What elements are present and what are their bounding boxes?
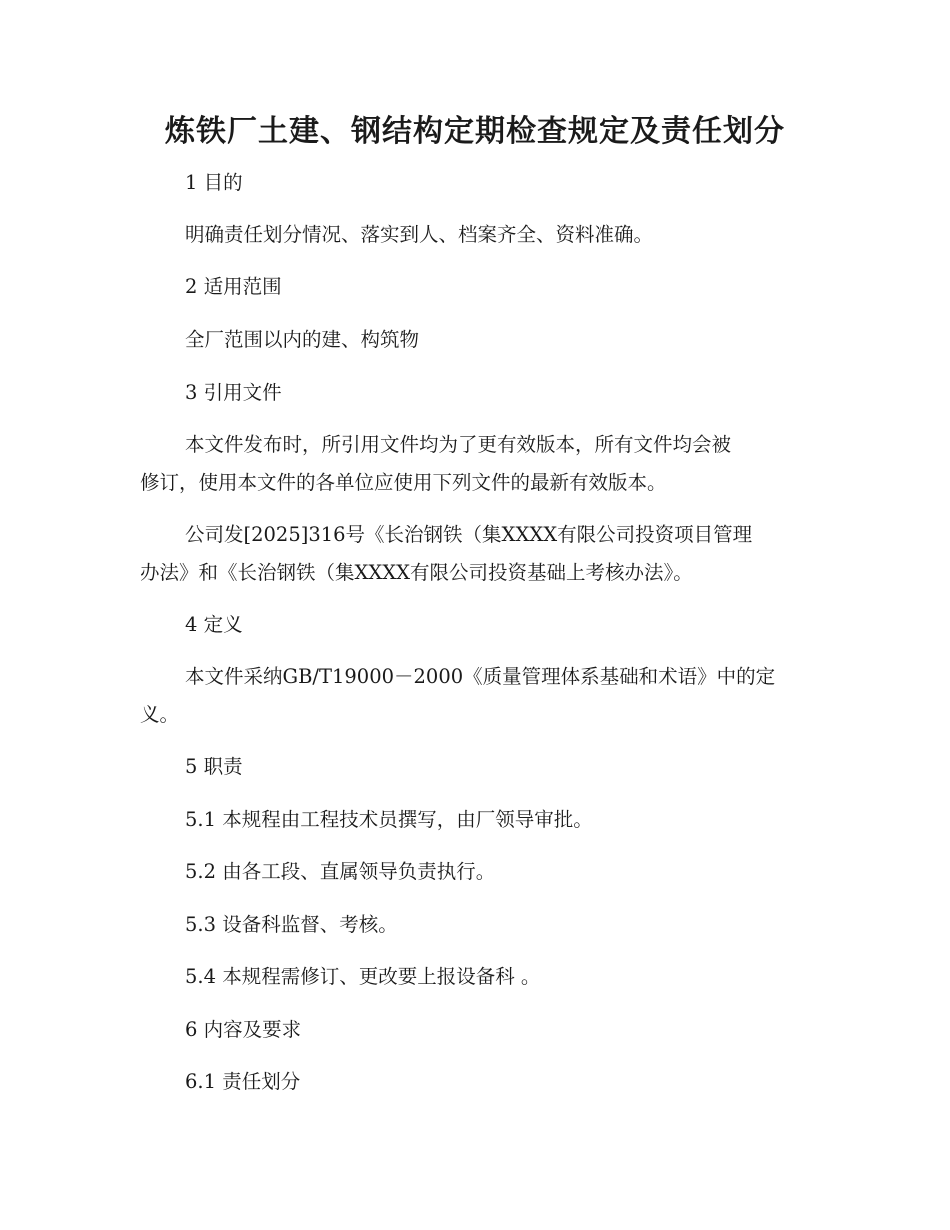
section-heading-definitions: 4 定义 [185, 613, 243, 636]
section-heading-purpose: 1 目的 [185, 171, 243, 194]
section-heading-responsibilities: 5 职责 [185, 755, 243, 778]
paragraph-responsibility-5-4: 5.4 本规程需修订、更改要上报设备科 。 [185, 965, 541, 988]
section-heading-content: 6 内容及要求 [185, 1018, 302, 1041]
paragraph-definitions-line-1: 本文件采纳GB/T19000－2000《质量管理体系基础和术语》中的定 [185, 665, 776, 688]
paragraph-references-doc-line-2: 办法》和《长治钢铁（集XXXX有限公司投资基础上考核办法》。 [140, 561, 693, 584]
paragraph-references-doc-line-1: 公司发[2025]316号《长治钢铁（集XXXX有限公司投资项目管理 [185, 523, 753, 546]
paragraph-references-line-1: 本文件发布时，所引用文件均为了更有效版本，所有文件均会被 [185, 433, 732, 456]
paragraph-purpose: 明确责任划分情况、落实到人、档案齐全、资料准确。 [185, 223, 654, 246]
section-heading-scope: 2 适用范围 [185, 275, 282, 298]
section-heading-references: 3 引用文件 [185, 381, 282, 404]
paragraph-scope: 全厂范围以内的建、构筑物 [185, 328, 420, 351]
paragraph-responsibility-5-3: 5.3 设备科监督、考核。 [185, 913, 398, 936]
paragraph-references-line-2: 修订，使用本文件的各单位应使用下列文件的最新有效版本。 [140, 471, 667, 494]
paragraph-responsibility-5-1: 5.1 本规程由工程技术员撰写，由厂领导审批。 [185, 808, 593, 831]
paragraph-responsibility-5-2: 5.2 由各工段、直属领导负责执行。 [185, 860, 496, 883]
paragraph-definitions-line-2: 义。 [140, 703, 180, 726]
subsection-heading-6-1: 6.1 责任划分 [185, 1070, 301, 1093]
document-title: 炼铁厂土建、钢结构定期检查规定及责任划分 [165, 114, 785, 149]
